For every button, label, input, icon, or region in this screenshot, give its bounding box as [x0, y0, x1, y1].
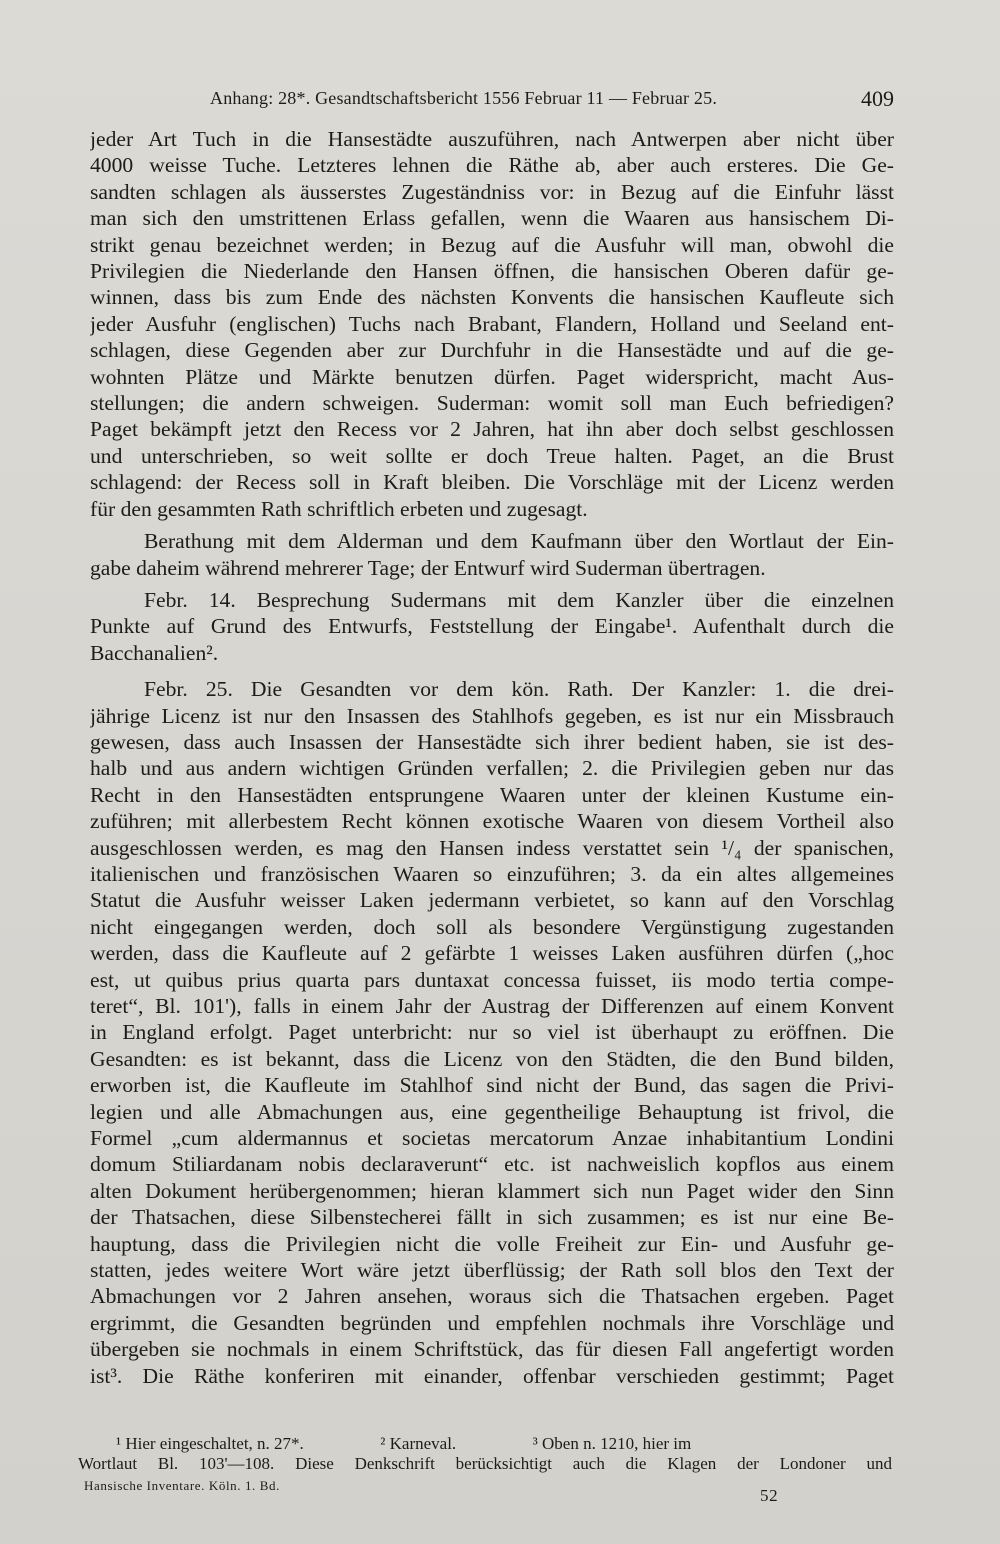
- body-text: [90, 126, 894, 1389]
- text-line: Statut die Ausfuhr weisser Laken jedermann verbietet, so kann auf den Vorschlag: [90, 888, 894, 913]
- text-line: Privilegien die Niederlande den Hansen öffnen, die hansischen Oberen dafür ge-: [90, 259, 894, 284]
- text-line: ergrimmt, die Gesandten begründen und empfehlen nochmals ihre Vorschläge und: [90, 1310, 894, 1335]
- text-line: erworben ist, die Kaufleute im Stahlhof sind nicht der Bund, das sagen die Privi-: [90, 1073, 894, 1098]
- text-line: Punkte auf Grund des Entwurfs, Feststellung der Eingabe¹. Aufenthalt durch die: [90, 614, 894, 639]
- text-line: 4000 weisse Tuche. Letzteres lehnen die Räthe ab, aber auch ersteres. Die Ge-: [90, 153, 894, 178]
- text-line: übergeben sie nochmals in einem Schriftstück, das für diesen Fall angefertigt worden: [90, 1337, 894, 1362]
- paragraph-1: [90, 126, 894, 522]
- text-line: jährige Licenz ist nur den Insassen des Stahlhofs gegeben, es ist nur ein Missbrauch: [90, 703, 894, 728]
- page-number: 409: [861, 86, 894, 111]
- text-line: in England erfolgt. Paget unterbricht: nur so viel ist überhaupt zu eröffnen. Die: [90, 1020, 894, 1045]
- text-line: und unterschrieben, so weit sollte er doch Treue halten. Paget, an die Brust: [90, 443, 894, 468]
- text-line: zuführen; mit allerbestem Recht können exotische Waaren von diesem Vortheil also: [90, 809, 894, 834]
- text-line: gabe daheim während mehrerer Tage; der Entwurf wird Suderman übertragen.: [90, 555, 766, 580]
- text-line: wohnten Plätze und Märkte benutzen dürfen. Paget widerspricht, macht Aus-: [90, 364, 894, 389]
- text-line: est, ut quibus prius quarta pars duntaxat concessa fuisset, iis modo tertia compe-: [90, 967, 894, 992]
- text-line: schlagen, diese Gegenden aber zur Durchfuhr in die Hansestädte und auf die ge-: [90, 338, 894, 363]
- text-line: jeder Art Tuch in die Hansestädte auszuführen, nach Antwerpen aber nicht über: [90, 127, 894, 151]
- running-title: Anhang: 28*. Gesandtschaftsbericht 1556 Februar 11 — Februar 25.: [210, 88, 718, 108]
- paragraph-4: [90, 676, 894, 1389]
- footnotes: [78, 1434, 892, 1474]
- text-line: italienischen und französischen Waaren so einzuführen; 3. da ein altes allgemeines: [90, 861, 894, 886]
- text-line: ausgeschlossen werden, es mag den Hansen indess verstattet sein ¹/₄ der spanischen,: [90, 835, 894, 860]
- text-line: hauptung, dass die Privilegien nicht die volle Freiheit zur Ein- und Ausfuhr ge-: [90, 1231, 894, 1256]
- text-line: werden, dass die Kaufleute auf 2 gefärbte 1 weisses Laken ausführen dürfen („hoc: [90, 941, 894, 966]
- text-line: gewesen, dass auch Insassen der Hansestädte sich ihrer bedient haben, sie ist des-: [90, 729, 894, 754]
- text-line: Paget bekämpft jetzt den Recess vor 2 Jahren, hat ihn aber doch selbst geschlossen: [90, 417, 894, 442]
- text-line: Bacchanalien².: [90, 640, 219, 665]
- page-footer: [84, 1478, 894, 1508]
- text-line: alten Dokument herübergenommen; hieran klammert sich nun Paget wider den Sinn: [90, 1178, 894, 1203]
- paragraph-2: [90, 528, 894, 581]
- text-line: jeder Ausfuhr (englischen) Tuchs nach Brabant, Flandern, Holland und Seeland ent-: [90, 311, 894, 336]
- series-title: Hansische Inventare. Köln. 1. Bd.: [84, 1478, 280, 1493]
- paragraph-3: [90, 587, 894, 666]
- page-header: [92, 84, 898, 114]
- text-line: Berathung mit dem Alderman und dem Kaufmann über den Wortlaut der Ein-: [144, 529, 894, 554]
- signature-mark: 52: [760, 1486, 779, 1505]
- text-line: strikt genau bezeichnet werden; in Bezug auf die Ausfuhr will man, obwohl die: [90, 232, 894, 257]
- text-line: Gesandten: es ist bekannt, dass die Licenz von den Städten, die den Bund bilden,: [90, 1046, 894, 1071]
- text-line: Recht in den Hansestädten entsprungene Waaren unter der kleinen Kustume ein-: [90, 782, 894, 807]
- text-line: winnen, dass bis zum Ende des nächsten Konvents die hansischen Kaufleute sich: [90, 285, 894, 310]
- text-line: ist³. Die Räthe konferiren mit einander, offenbar verschieden gestimmt; Paget: [90, 1363, 894, 1388]
- text-line: nicht eingegangen werden, doch soll als besondere Vergünstigung zugestanden: [90, 914, 894, 939]
- text-line: Formel „cum aldermannus et societas mercatorum Anzae inhabitantium Londini: [90, 1126, 894, 1151]
- footnote-line: ¹ Hier eingeschaltet, n. 27*. ² Karneval. ³ Oben n. 1210, hier im: [116, 1434, 692, 1453]
- text-line: statten, jedes weitere Wort wäre jetzt überflüssig; der Rath soll blos den Text der: [90, 1258, 894, 1283]
- text-line: stellungen; die andern schweigen. Suderman: womit soll man Euch befriedigen?: [90, 391, 894, 416]
- text-line: halb und aus andern wichtigen Gründen verfallen; 2. die Privilegien geben nur das: [90, 756, 894, 781]
- text-line: legien und alle Abmachungen aus, eine gegentheilige Behauptung ist frivol, die: [90, 1099, 894, 1124]
- text-line: der Thatsachen, diese Silbenstecherei fällt in sich zusammen; es ist nur eine Be-: [90, 1205, 894, 1230]
- footnote-line: Wortlaut Bl. 103'—108. Diese Denkschrift berücksichtigt auch die Klagen der Londoner und: [78, 1454, 892, 1473]
- text-line: schlagend: der Recess soll in Kraft bleiben. Die Vorschläge mit der Licenz werden: [90, 470, 894, 495]
- text-line: Febr. 25. Die Gesandten vor dem kön. Rath. Der Kanzler: 1. die drei-: [144, 677, 894, 702]
- text-line: Febr. 14. Besprechung Sudermans mit dem Kanzler über die einzelnen: [144, 587, 894, 612]
- text-line: Abmachungen vor 2 Jahren ansehen, woraus sich die Thatsachen ergeben. Paget: [90, 1284, 894, 1309]
- text-line: teret“, Bl. 101'), falls in einem Jahr der Austrag der Differenzen auf einem Konvent: [90, 994, 894, 1018]
- text-line: domum Stiliardanam nobis declaraverunt“ etc. ist nachweislich kopflos aus einem: [90, 1152, 894, 1177]
- text-line: für den gesammten Rath schriftlich erbeten und zugesagt.: [90, 496, 588, 521]
- text-line: sandten schlagen als äusserstes Zugeständniss vor: in Bezug auf die Einfuhr lässt: [90, 179, 894, 204]
- text-line: man sich den umstrittenen Erlass gefallen, wenn die Waaren aus hansischem Di-: [90, 206, 894, 231]
